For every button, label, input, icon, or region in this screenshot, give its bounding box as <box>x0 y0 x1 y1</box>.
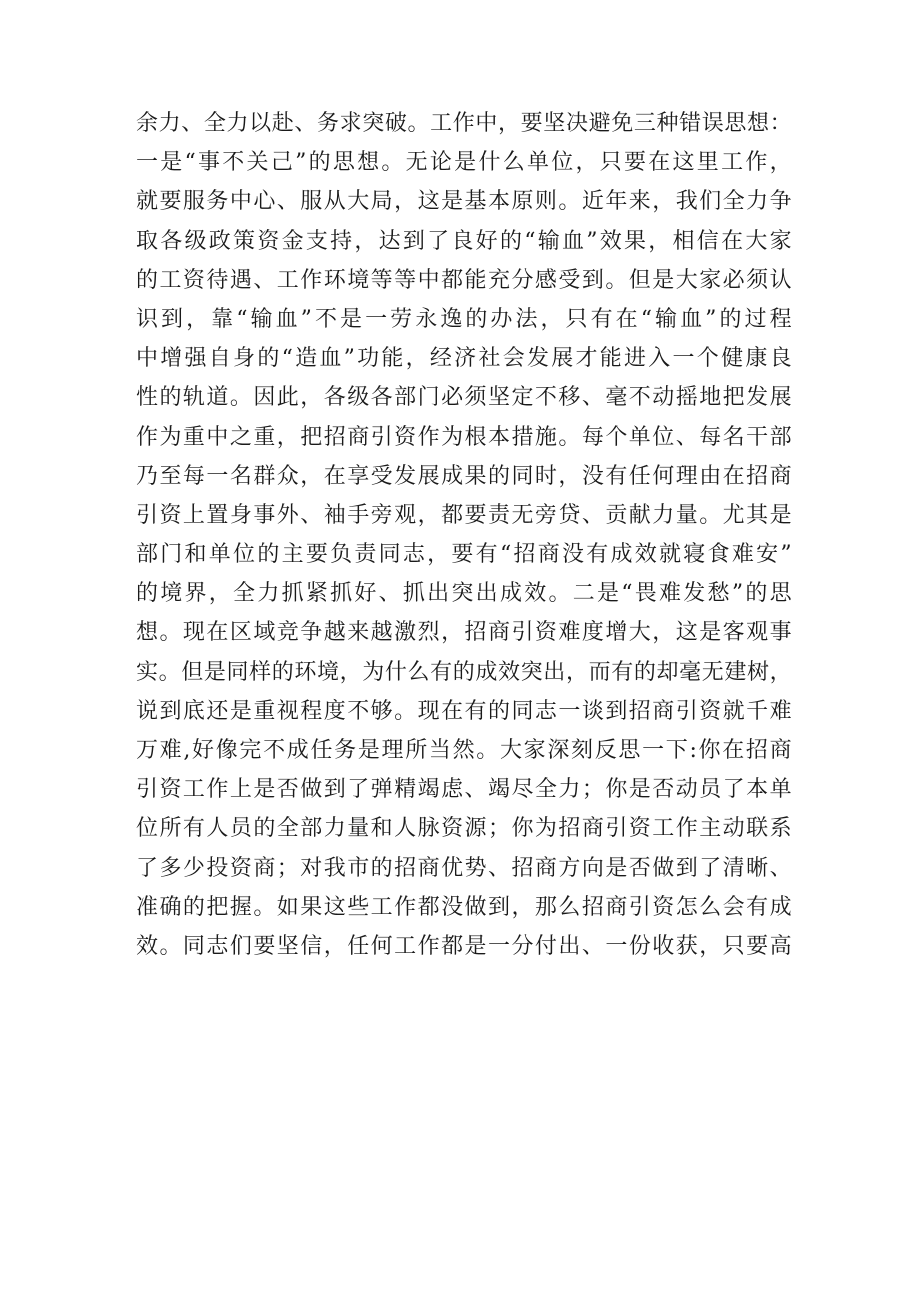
text-line: 引资工作上是否做到了弹精竭虑、竭尽全力；你是否动员了本单 <box>136 777 792 803</box>
text-line: 万难,好像完不成任务是理所当然。大家深刻反思一下:你在招商 <box>136 738 792 763</box>
text-line: 准确的把握。如果这些工作都没做到，那么招商引资怎么会有成 <box>136 894 792 920</box>
text-line: 位所有人员的全部力量和人脉资源；你为招商引资工作主动联系 <box>136 816 792 842</box>
text-line: 余力、全力以赴、务求突破。工作中，要坚决避免三种错误思想： <box>136 111 792 136</box>
text-line: 就要服务中心、服从大局，这是基本原则。近年来，我们全力争 <box>136 189 792 215</box>
text-line: 一是“事不关己”的思想。无论是什么单位，只要在这里工作， <box>136 150 792 176</box>
text-line: 效。同志们要坚信，任何工作都是一分付出、一份收获，只要高 <box>136 933 792 959</box>
text-line: 作为重中之重，把招商引资作为根本措施。每个单位、每名干部 <box>136 424 792 450</box>
text-line: 说到底还是重视程度不够。现在有的同志一谈到招商引资就千难 <box>136 698 792 724</box>
text-line: 性的轨道。因此，各级各部门必须坚定不移、毫不动摇地把发展 <box>136 385 792 411</box>
text-line: 了多少投资商；对我市的招商优势、招商方向是否做到了清晰、 <box>136 855 792 881</box>
text-line: 中增强自身的“造血”功能，经济社会发展才能进入一个健康良 <box>136 346 792 372</box>
text-line: 识到，靠“输血”不是一劳永逸的办法，只有在“输血”的过程 <box>136 306 792 332</box>
text-line: 实。但是同样的环境，为什么有的成效突出，而有的却毫无建树， <box>136 659 792 685</box>
text-line: 的工资待遇、工作环境等等中都能充分感受到。但是大家必须认 <box>136 267 792 293</box>
body-paragraph <box>136 104 792 966</box>
text-line: 想。现在区域竞争越来越激烈，招商引资难度增大，这是客观事 <box>136 620 792 646</box>
text-line: 引资上置身事外、袖手旁观，都要责无旁贷、贡献力量。尤其是 <box>136 502 792 528</box>
text-line: 的境界，全力抓紧抓好、抓出突出成效。二是“畏难发愁”的思 <box>136 581 792 607</box>
text-line: 乃至每一名群众，在享受发展成果的同时，没有任何理由在招商 <box>136 463 792 489</box>
text-line: 取各级政策资金支持，达到了良好的“输血”效果，相信在大家 <box>136 228 792 254</box>
text-line: 部门和单位的主要负责同志，要有“招商没有成效就寝食难安” <box>136 542 792 568</box>
